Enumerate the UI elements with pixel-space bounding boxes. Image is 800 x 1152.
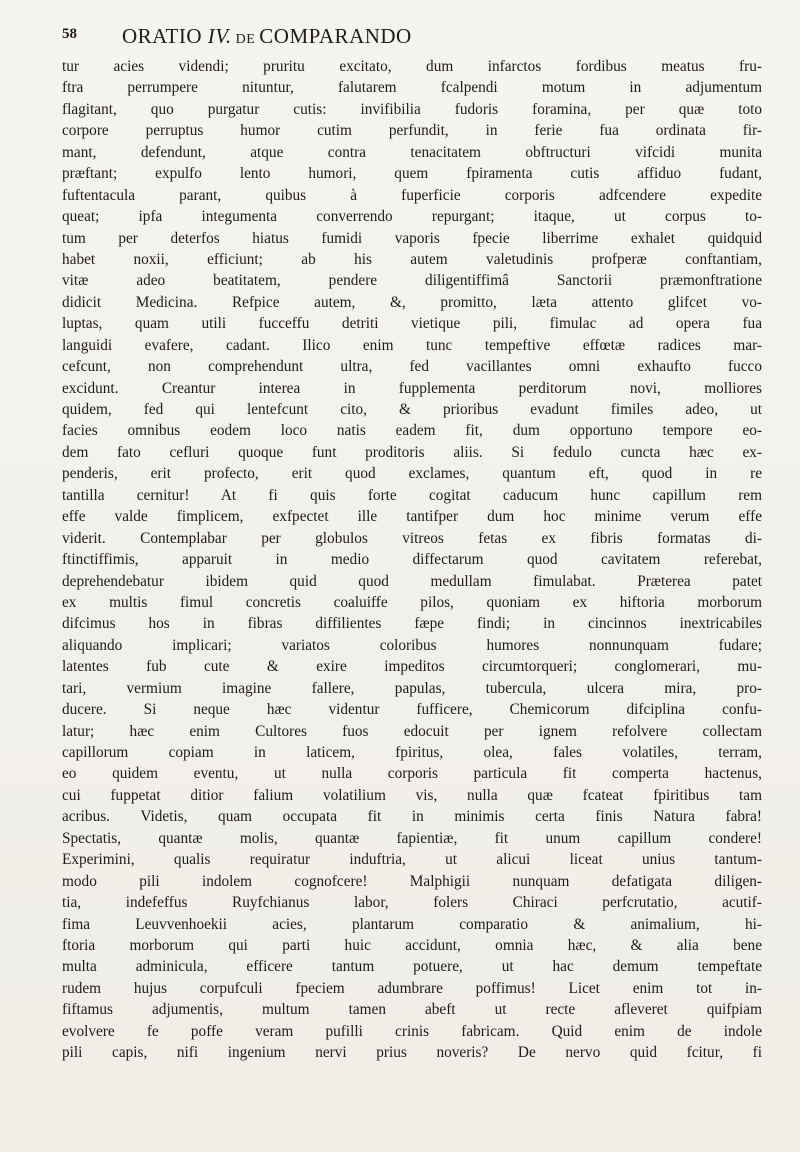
text-line: ftra perrumpere nituntur, falutarem fcalpendi motum in adjumentum <box>62 79 762 97</box>
text-line: penderis, erit profecto, erit quod exclames, quantum eft, quod in re <box>62 465 762 483</box>
text-line: mant, defendunt, atque contra tenacitatem obftructuri vifcidi munita <box>62 143 762 161</box>
text-line: queat; ipfa integumenta converrendo repurgant; itaque, ut corpus to- <box>62 208 762 226</box>
text-line: modo pili indolem cognofcere! Malphigii nunquam defatigata diligen- <box>62 872 762 890</box>
title-word-oratio: ORATIO <box>122 24 208 48</box>
text-line: deprehendebatur ibidem quid quod medullam fimulabat. Præterea patet <box>62 572 762 590</box>
text-line: ftoria morborum qui parti huic accidunt, omnia hæc, & alia bene <box>62 936 762 954</box>
text-line: tia, indefeffus Ruyfchianus labor, folers Chiraci perfcrutatio, acutif- <box>62 894 762 912</box>
title-word-de: DE <box>231 32 260 47</box>
text-line: Experimini, qualis requiratur induftria, ut alicui liceat unius tantum- <box>62 851 762 869</box>
body-text <box>62 56 762 1064</box>
text-line: corpore perruptus humor cutim perfundit, in ferie fua ordinata fir- <box>62 122 762 140</box>
text-line: cefcunt, non comprehendunt ultra, fed vacillantes omni exhaufto fucco <box>62 358 762 376</box>
text-line: Spectatis, quantæ molis, quantæ fapientiæ, fit unum capillum condere! <box>62 829 762 847</box>
text-line: tur acies videndi; pruritu excitato, dum infarctos fordibus meatus fru- <box>62 58 762 75</box>
text-line: vitæ adeo beatitatem, pendere diligentiffimâ Sanctorii præmonftratione <box>62 272 762 290</box>
text-line: excidunt. Creantur interea in fupplementa perditorum novi, molliores <box>62 379 762 397</box>
text-line: tantilla cernitur! At fi quis forte cogitat caducum hunc capillum rem <box>62 486 762 504</box>
text-line: capillorum copiam in laticem, fpiritus, olea, fales volatiles, terram, <box>62 744 762 761</box>
text-line: luptas, quam utili fucceffu detriti vietique pili, fimulac ad opera fua <box>62 315 762 333</box>
text-line: effe valde fimplicem, exfpectet ille tantifper dum hoc minime verum effe <box>62 508 762 526</box>
text-line: fuftentacula parant, quibus à fuperficie corporis adfcendere expedite <box>62 186 762 204</box>
text-line: habet noxii, efficiunt; ab his autem valetudinis profperæ conftantiam, <box>62 250 762 268</box>
text-line: languidi evafere, cadant. Ilico enim tunc tempeftive effœtæ radices mar- <box>62 336 762 354</box>
text-line: evolvere fe poffe veram pufilli crinis fabricam. Quid enim de indole <box>62 1022 762 1040</box>
text-line: flagitant, quo purgatur cutis: invifibilia fudoris foramina, per quæ toto <box>62 100 762 118</box>
title-word-comparando: COMPARANDO <box>259 24 412 48</box>
text-line: tari, vermium imagine fallere, papulas, tubercula, ulcera mira, pro- <box>62 679 762 697</box>
text-line: præftant; expulfo lento humori, quem fpiramenta cutis affiduo fudant, <box>62 165 762 183</box>
text-line: tum per deterfos hiatus fumidi vaporis fpecie liberrime exhalet quidquid <box>62 229 762 247</box>
text-line: pili capis, nifi ingenium nervi prius noveris? De nervo quid fcitur, fi <box>62 1044 762 1062</box>
running-header <box>62 24 762 50</box>
text-line: didicit Medicina. Refpice autem, &, promitto, læta attento glifcet vo- <box>62 293 762 311</box>
text-line: difcimus hos in fibras diffilientes fæpe findi; in cincinnos inextricabiles <box>62 615 762 633</box>
text-line: cui fuppetat ditior falium volatilium vis, nulla quæ fcateat fpiritibus tam <box>62 786 762 804</box>
text-line: latentes fub cute & exire impeditos circumtorqueri; conglomerari, mu- <box>62 658 762 676</box>
text-line: dem fato cefluri quoque funt proditoris aliis. Si fedulo cuncta hæc ex- <box>62 443 762 461</box>
text-line: ex multis fimul concretis coaluiffe pilos, quoniam ex hiftoria morborum <box>62 593 762 611</box>
text-line: multa adminicula, efficere tantum potuere, ut hac demum tempeftate <box>62 958 762 976</box>
text-line: acribus. Videtis, quam occupata fit in minimis certa finis Natura fabra! <box>62 808 762 826</box>
text-line: fima Leuvvenhoekii acies, plantarum comparatio & animalium, hi- <box>62 915 762 933</box>
text-line: aliquando implicari; variatos coloribus humores nonnunquam fudare; <box>62 636 762 654</box>
title-numeral: IV. <box>207 24 232 48</box>
text-line: fiftamus adjumentis, multum tamen abeft ut recte afleveret quifpiam <box>62 1001 762 1019</box>
text-line: ducere. Si neque hæc videntur fufficere, Chemicorum difciplina confu- <box>62 701 762 719</box>
running-title <box>122 24 412 49</box>
page-number: 58 <box>62 26 77 42</box>
text-line: viderit. Contemplabar per globulos vitreos fetas ex fibris formatas di- <box>62 529 762 547</box>
text-line: latur; hæc enim Cultores fuos edocuit per ignem refolvere collectam <box>62 722 762 740</box>
text-line: ftinctiffimis, apparuit in medio diffectarum quod cavitatem referebat, <box>62 551 762 569</box>
text-line: facies omnibus eodem loco natis eadem fit, dum opportuno tempore eo- <box>62 422 762 440</box>
text-line: quidem, fed qui lentefcunt cito, & prioribus evadunt fimiles adeo, ut <box>62 401 762 418</box>
text-line: rudem hujus corpufculi fpeciem adumbrare poffimus! Licet enim tot in- <box>62 979 762 997</box>
text-line: eo quidem eventu, ut nulla corporis particula fit comperta hactenus, <box>62 765 762 783</box>
